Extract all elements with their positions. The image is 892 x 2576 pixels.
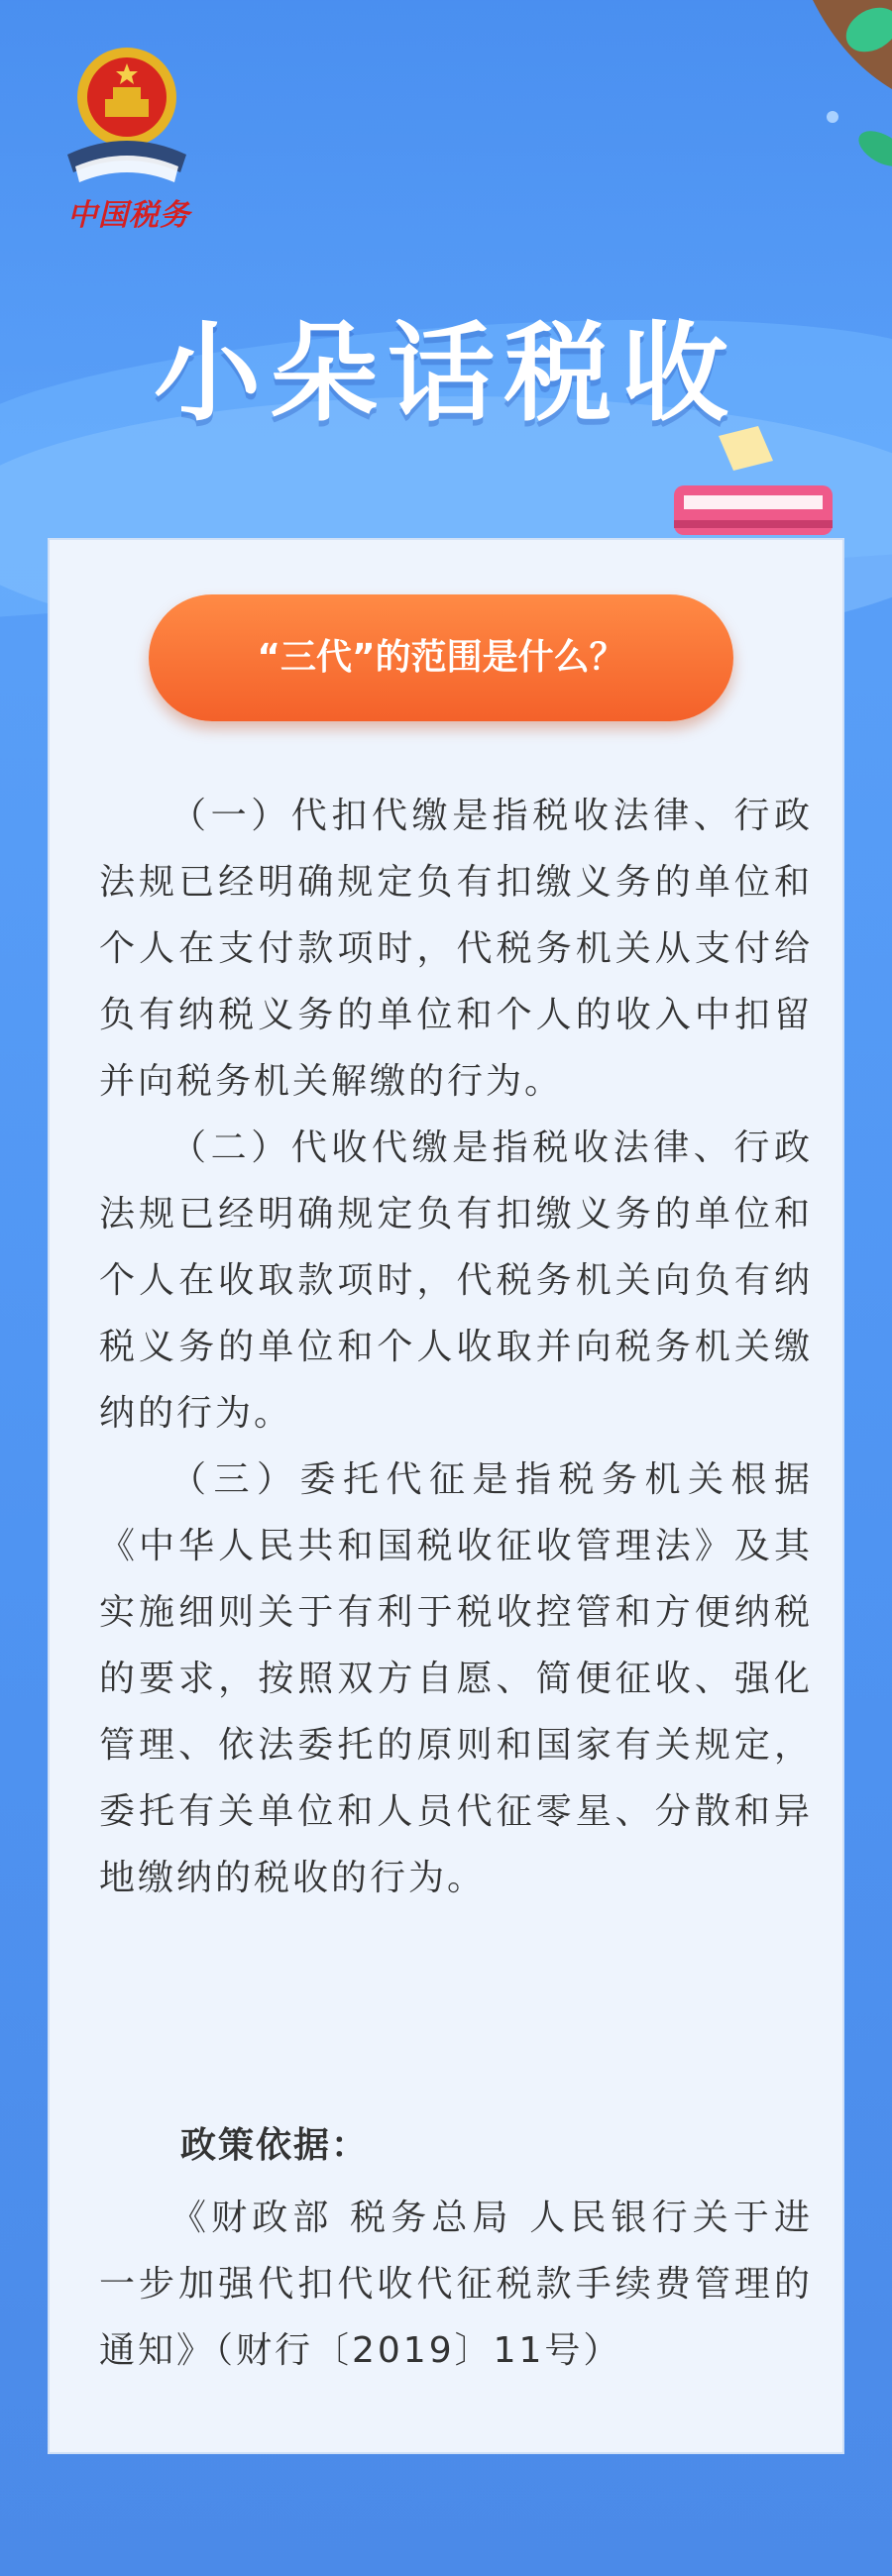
policy-basis-content: 《财政部 税务总局 人民银行关于进一步加强代扣代收代征税款手续费管理的通知》（财行〔2019〕11号） [99,2198,813,2371]
question-title: “三代”的范围是什么？ [257,637,625,678]
tree-branch-icon [773,0,892,198]
header-banner [0,0,892,555]
page-title: 小朵话税收 [153,312,738,436]
paragraph-collection: （二）代收代缴是指税收法律、行政法规已经明确规定负有扣缴义务的单位和个人在收取款项时，代税务机关向负有纳税义务的单位和个人收取并向税务机关缴纳的行为。 [99,1127,813,1434]
policy-basis-text [99,2185,813,2384]
paragraph-entrusted: （三）委托代征是指税务机关根据《中华人民共和国税收征收管理法》及其实施细则关于有利于税收控管和方便纳税的要求，按照双方自愿、简便征收、强化管理、依法委托的原则和国家有关规定，委托有关单位和人员代征零星、分散和异地缴纳的税收的行为。 [99,1459,813,1898]
answer-body [99,783,813,1911]
question-banner [149,594,733,721]
paragraph-withholding: （一）代扣代缴是指税收法律、行政法规已经明确规定负有扣缴义务的单位和个人在支付款项时，代税务机关从支付给负有纳税义务的单位和个人的收入中扣留并向税务机关解缴的行为。 [99,796,813,1102]
policy-basis-label: 政策依据： [180,2125,370,2166]
emblem-label: 中国税务 [67,198,190,233]
book-icon [664,426,842,545]
